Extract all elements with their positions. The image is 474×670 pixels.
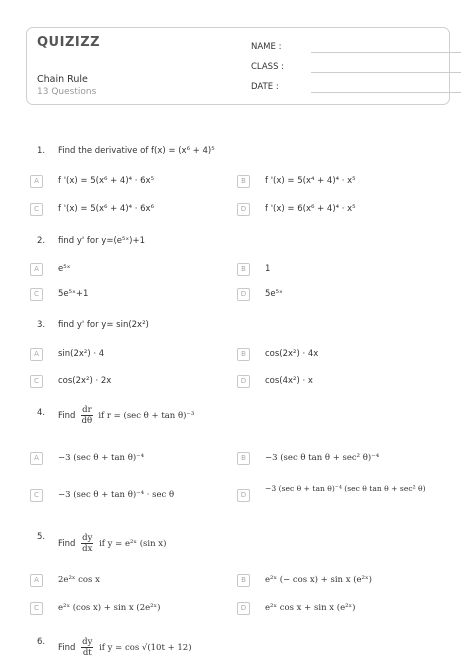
date-line xyxy=(311,92,461,93)
find-word: Find xyxy=(58,539,76,549)
option-letter-box[interactable]: D xyxy=(237,375,250,388)
option-text: 5e⁵ˣ xyxy=(265,289,283,299)
option-letter-box[interactable]: D xyxy=(237,602,250,615)
fraction-denominator: dx xyxy=(82,544,93,554)
option-letter-box[interactable]: B xyxy=(237,574,250,587)
option-letter-box[interactable]: C xyxy=(30,489,43,502)
fraction-numerator: dy xyxy=(82,533,93,543)
option-text: −3 (sec θ + tan θ)⁻⁴ · sec θ xyxy=(58,490,175,500)
worksheet-title: Chain Rule xyxy=(37,74,88,85)
question-text: find y' for y=(e⁵ˣ)+1 xyxy=(58,236,146,246)
option-letter-box[interactable]: B xyxy=(237,452,250,465)
option-letter-box[interactable]: B xyxy=(237,263,250,276)
question-number: 2. xyxy=(37,236,46,246)
option-text: e²ˣ (− cos x) + sin x (e²ˣ) xyxy=(265,575,372,585)
question-number: 6. xyxy=(37,637,46,647)
option-text: cos(2x²) · 4x xyxy=(265,349,319,359)
option-letter-box[interactable]: C xyxy=(30,602,43,615)
question-count: 13 Questions xyxy=(37,87,97,97)
option-text: f '(x) = 5(x⁴ + 4)⁴ · x⁵ xyxy=(265,176,356,186)
option-letter-box[interactable]: C xyxy=(30,203,43,216)
question-text xyxy=(58,405,194,426)
find-word: Find xyxy=(58,411,76,421)
worksheet-header xyxy=(26,27,450,105)
date-label: DATE : xyxy=(251,82,279,92)
option-text: f '(x) = 6(x⁶ + 4)⁴ · x⁵ xyxy=(265,204,356,214)
option-text: e⁵ˣ xyxy=(58,264,71,274)
option-letter-box[interactable]: D xyxy=(237,489,250,502)
derivative-fraction xyxy=(81,637,93,658)
option-text: cos(4x²) · x xyxy=(265,376,313,386)
option-text: sin(2x²) · 4 xyxy=(58,349,105,359)
option-letter-box[interactable]: D xyxy=(237,288,250,301)
option-text: 2e²ˣ cos x xyxy=(58,575,100,585)
option-letter-box[interactable]: A xyxy=(30,574,43,587)
option-text: 5e⁵ˣ+1 xyxy=(58,289,89,299)
option-text: f '(x) = 5(x⁶ + 4)⁴ · 6x⁶ xyxy=(58,204,154,214)
question-condition: if y = e²ˣ (sin x) xyxy=(99,539,167,549)
option-letter-box[interactable]: B xyxy=(237,175,250,188)
fraction-numerator: dr xyxy=(82,405,92,415)
question-text: Find the derivative of f(x) = (x⁶ + 4)⁵ xyxy=(58,146,215,156)
option-letter-box[interactable]: A xyxy=(30,175,43,188)
option-text: e²ˣ cos x + sin x (e²ˣ) xyxy=(265,603,356,613)
option-letter-box[interactable]: A xyxy=(30,263,43,276)
question-condition: if y = cos √(10t + 12) xyxy=(99,643,192,653)
fraction-numerator: dy xyxy=(82,637,93,647)
option-text: cos(2x²) · 2x xyxy=(58,376,112,386)
question-text xyxy=(58,637,192,658)
option-letter-box[interactable]: A xyxy=(30,348,43,361)
name-label: NAME : xyxy=(251,42,282,52)
option-text: 1 xyxy=(265,264,271,274)
derivative-fraction xyxy=(81,533,93,554)
question-text xyxy=(58,533,166,554)
option-letter-box[interactable]: A xyxy=(30,452,43,465)
option-text: −3 (sec θ tan θ + sec² θ)⁻⁴ xyxy=(265,453,380,463)
question-condition: if r = (sec θ + tan θ)⁻³ xyxy=(98,411,195,421)
option-text: f '(x) = 5(x⁶ + 4)⁴ · 6x⁵ xyxy=(58,176,154,186)
name-line xyxy=(311,52,461,53)
question-number: 3. xyxy=(37,320,46,330)
option-letter-box[interactable]: C xyxy=(30,288,43,301)
option-text: −3 (sec θ + tan θ)⁻⁴ xyxy=(58,453,145,463)
class-label: CLASS : xyxy=(251,62,285,72)
option-text: −3 (sec θ + tan θ)⁻⁴ (sec θ tan θ + sec² θ) xyxy=(265,484,426,493)
find-word: Find xyxy=(58,643,76,653)
class-line xyxy=(311,72,461,73)
fraction-denominator: dθ xyxy=(81,416,93,426)
option-letter-box[interactable]: C xyxy=(30,375,43,388)
question-number: 4. xyxy=(37,408,46,418)
fraction-denominator: dt xyxy=(82,648,92,658)
question-text: find y' for y= sin(2x²) xyxy=(58,320,149,330)
option-text: e²ˣ (cos x) + sin x (2e²ˣ) xyxy=(58,603,161,613)
question-number: 5. xyxy=(37,532,46,542)
option-letter-box[interactable]: D xyxy=(237,203,250,216)
option-letter-box[interactable]: B xyxy=(237,348,250,361)
question-number: 1. xyxy=(37,146,46,156)
quizizz-logo: QUIZIZZ xyxy=(37,35,101,50)
derivative-fraction xyxy=(81,405,93,426)
